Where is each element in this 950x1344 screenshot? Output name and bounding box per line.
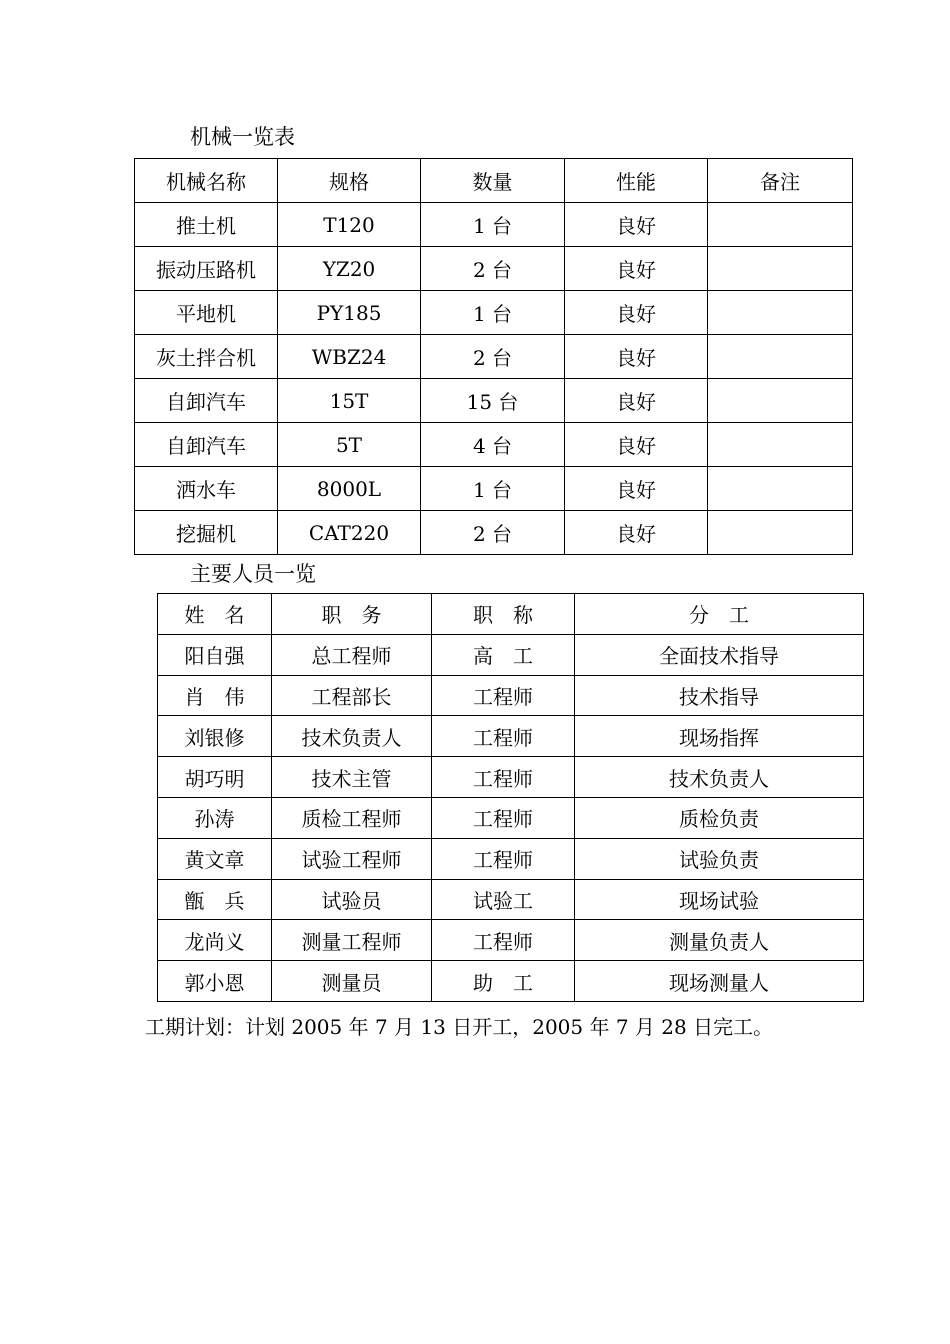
header-title: 职 称 [432,594,575,635]
machine-remarks [708,511,853,555]
table-row [135,291,853,335]
person-position: 试验员 [272,879,432,920]
schedule-plan-text: 工期计划：计划 2005 年 7 月 13 日开工，2005 年 7 月 28 日完工。 [145,1015,774,1039]
header-responsibility: 分 工 [575,594,864,635]
header-spec: 规格 [278,159,421,203]
table-row [158,634,864,675]
person-name: 龙尚义 [158,920,272,961]
machine-spec: 15T [278,379,421,423]
person-name: 肖 伟 [158,675,272,716]
person-name: 甑 兵 [158,879,272,920]
machine-quantity: 2 台 [421,511,565,555]
table-row [135,335,853,379]
machinery-table [134,158,853,555]
person-position: 工程部长 [272,675,432,716]
person-position: 测量工程师 [272,920,432,961]
header-remarks: 备注 [708,159,853,203]
header-machine-name: 机械名称 [135,159,278,203]
table-row [135,467,853,511]
table-row [135,247,853,291]
person-position: 质检工程师 [272,797,432,838]
person-position: 测量员 [272,961,432,1002]
machine-name: 振动压路机 [135,247,278,291]
table-row [158,797,864,838]
machine-spec: PY185 [278,291,421,335]
table-row [135,203,853,247]
person-position: 试验工程师 [272,838,432,879]
machine-performance: 良好 [565,291,708,335]
machine-spec: 5T [278,423,421,467]
table-row [158,757,864,798]
machine-remarks [708,247,853,291]
machine-remarks [708,203,853,247]
personnel-table-caption: 主要人员一览 [190,562,316,586]
machine-quantity: 1 台 [421,467,565,511]
person-title: 助 工 [432,961,575,1002]
header-person-name: 姓 名 [158,594,272,635]
table-row [135,423,853,467]
person-responsibility: 技术负责人 [575,757,864,798]
machine-remarks [708,291,853,335]
machine-performance: 良好 [565,423,708,467]
machine-quantity: 2 台 [421,335,565,379]
table-row [135,379,853,423]
machine-name: 灰土拌合机 [135,335,278,379]
person-title: 高 工 [432,634,575,675]
table-row [158,838,864,879]
machine-performance: 良好 [565,203,708,247]
table-row [158,675,864,716]
person-responsibility: 现场指挥 [575,716,864,757]
person-title: 工程师 [432,675,575,716]
machine-name: 推土机 [135,203,278,247]
person-title: 工程师 [432,797,575,838]
machine-quantity: 2 台 [421,247,565,291]
person-name: 黄文章 [158,838,272,879]
person-responsibility: 现场测量人 [575,961,864,1002]
person-title: 工程师 [432,920,575,961]
table-row [158,961,864,1002]
person-name: 阳自强 [158,634,272,675]
person-title: 工程师 [432,838,575,879]
header-quantity: 数量 [421,159,565,203]
person-responsibility: 试验负责 [575,838,864,879]
person-name: 刘银修 [158,716,272,757]
header-position: 职 务 [272,594,432,635]
person-name: 孙涛 [158,797,272,838]
person-name: 郭小恩 [158,961,272,1002]
table-row [158,716,864,757]
machine-spec: YZ20 [278,247,421,291]
person-responsibility: 全面技术指导 [575,634,864,675]
personnel-table [157,593,864,1002]
person-responsibility: 现场试验 [575,879,864,920]
machine-performance: 良好 [565,379,708,423]
machine-name: 自卸汽车 [135,379,278,423]
machine-remarks [708,423,853,467]
machine-quantity: 4 台 [421,423,565,467]
person-responsibility: 技术指导 [575,675,864,716]
person-position: 技术主管 [272,757,432,798]
machinery-table-caption: 机械一览表 [190,125,295,149]
machine-quantity: 15 台 [421,379,565,423]
person-title: 试验工 [432,879,575,920]
machine-name: 平地机 [135,291,278,335]
person-position: 总工程师 [272,634,432,675]
machine-spec: CAT220 [278,511,421,555]
machine-name: 挖掘机 [135,511,278,555]
person-position: 技术负责人 [272,716,432,757]
machine-spec: WBZ24 [278,335,421,379]
person-responsibility: 测量负责人 [575,920,864,961]
machine-spec: T120 [278,203,421,247]
machine-performance: 良好 [565,467,708,511]
person-title: 工程师 [432,757,575,798]
machinery-header-row [135,159,853,203]
machine-spec: 8000L [278,467,421,511]
table-row [158,879,864,920]
machine-performance: 良好 [565,511,708,555]
machine-name: 洒水车 [135,467,278,511]
machine-remarks [708,467,853,511]
person-name: 胡巧明 [158,757,272,798]
person-title: 工程师 [432,716,575,757]
machine-performance: 良好 [565,335,708,379]
machine-remarks [708,335,853,379]
personnel-header-row [158,594,864,635]
machine-quantity: 1 台 [421,291,565,335]
table-row [135,511,853,555]
machine-remarks [708,379,853,423]
machine-quantity: 1 台 [421,203,565,247]
person-responsibility: 质检负责 [575,797,864,838]
machine-name: 自卸汽车 [135,423,278,467]
machine-performance: 良好 [565,247,708,291]
header-performance: 性能 [565,159,708,203]
table-row [158,920,864,961]
